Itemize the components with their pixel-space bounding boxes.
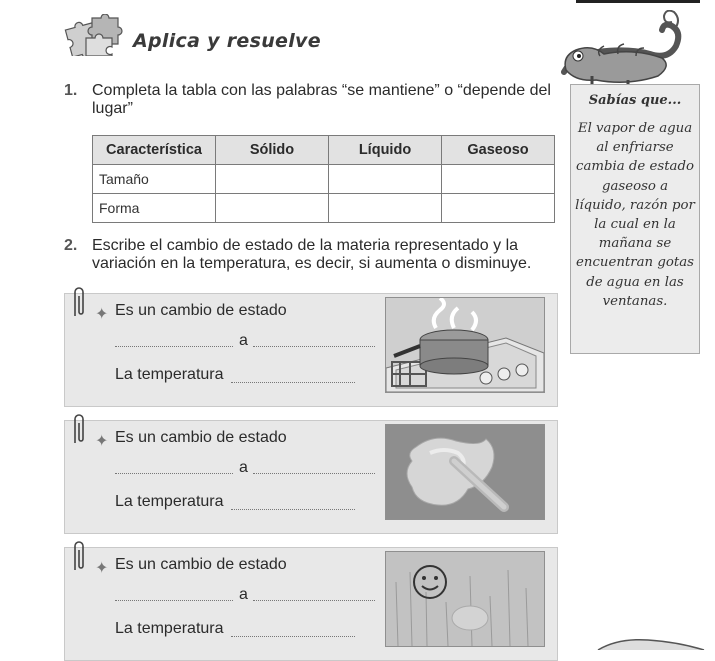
- star-bullet-icon: ✦: [95, 306, 109, 323]
- row-label: Forma: [93, 194, 216, 223]
- paper-clip-icon: [71, 413, 87, 447]
- column-header: Sólido: [216, 136, 329, 165]
- question-2-text: Escribe el cambio de estado de la materia representado y la variación en la temperatura, es decir, si aumenta o disminuye.: [92, 237, 532, 272]
- exercise-card-1: [64, 293, 558, 407]
- answer-cell[interactable]: [216, 194, 329, 223]
- did-you-know-box: [570, 84, 700, 354]
- answer-cell[interactable]: [329, 194, 442, 223]
- temperature-label: La temperatura: [115, 620, 224, 637]
- foggy-window-image: [385, 551, 545, 647]
- answer-blank-from[interactable]: [115, 473, 233, 474]
- column-header: Líquido: [329, 136, 442, 165]
- question-1-number: 1.: [64, 82, 78, 99]
- did-you-know-text: El vapor de agua al enfriarse cambia de estado gaseoso a líquido, razón por la cual en la mañana se encuentran gotas de agua en las ventanas.: [575, 121, 695, 309]
- boiling-pot-image: [385, 297, 545, 393]
- connector-word: a: [239, 586, 248, 603]
- melting-ice-cream-image: [385, 424, 545, 520]
- change-of-state-label: Es un cambio de estado: [115, 429, 287, 446]
- answer-blank-temperature[interactable]: [231, 636, 355, 637]
- change-of-state-label: Es un cambio de estado: [115, 556, 287, 573]
- question-2-number: 2.: [64, 237, 78, 254]
- answer-cell[interactable]: [442, 194, 555, 223]
- table-header-row: [93, 136, 555, 165]
- answer-blank-temperature[interactable]: [231, 382, 355, 383]
- answer-blank-from[interactable]: [115, 600, 233, 601]
- exercise-card-3: [64, 547, 558, 661]
- answer-blank-to[interactable]: [253, 346, 375, 347]
- answer-blank-temperature[interactable]: [231, 509, 355, 510]
- top-rule: [576, 0, 700, 3]
- temperature-label: La temperatura: [115, 493, 224, 510]
- did-you-know-title: Sabías que...: [588, 93, 682, 108]
- connector-word: a: [239, 459, 248, 476]
- column-header: Característica: [93, 136, 216, 165]
- temperature-label: La temperatura: [115, 366, 224, 383]
- answer-cell[interactable]: [216, 165, 329, 194]
- exercise-card-2: [64, 420, 558, 534]
- connector-word: a: [239, 332, 248, 349]
- answer-cell[interactable]: [442, 165, 555, 194]
- answer-cell[interactable]: [329, 165, 442, 194]
- section-heading: Aplica y resuelve: [133, 30, 321, 52]
- table-row: [93, 165, 555, 194]
- star-bullet-icon: ✦: [95, 433, 109, 450]
- paper-clip-icon: [71, 286, 87, 320]
- star-bullet-icon: ✦: [95, 560, 109, 577]
- table-row: [93, 194, 555, 223]
- paper-clip-icon: [71, 540, 87, 574]
- answer-blank-to[interactable]: [253, 473, 375, 474]
- column-header: Gaseoso: [442, 136, 555, 165]
- puzzle-pieces-icon: [62, 14, 132, 56]
- answer-blank-from[interactable]: [115, 346, 233, 347]
- question-1-text: Completa la tabla con las palabras “se mantiene” o “depende del lugar”: [92, 82, 551, 117]
- states-table: [92, 135, 555, 223]
- row-label: Tamaño: [93, 165, 216, 194]
- change-of-state-label: Es un cambio de estado: [115, 302, 287, 319]
- answer-blank-to[interactable]: [253, 600, 375, 601]
